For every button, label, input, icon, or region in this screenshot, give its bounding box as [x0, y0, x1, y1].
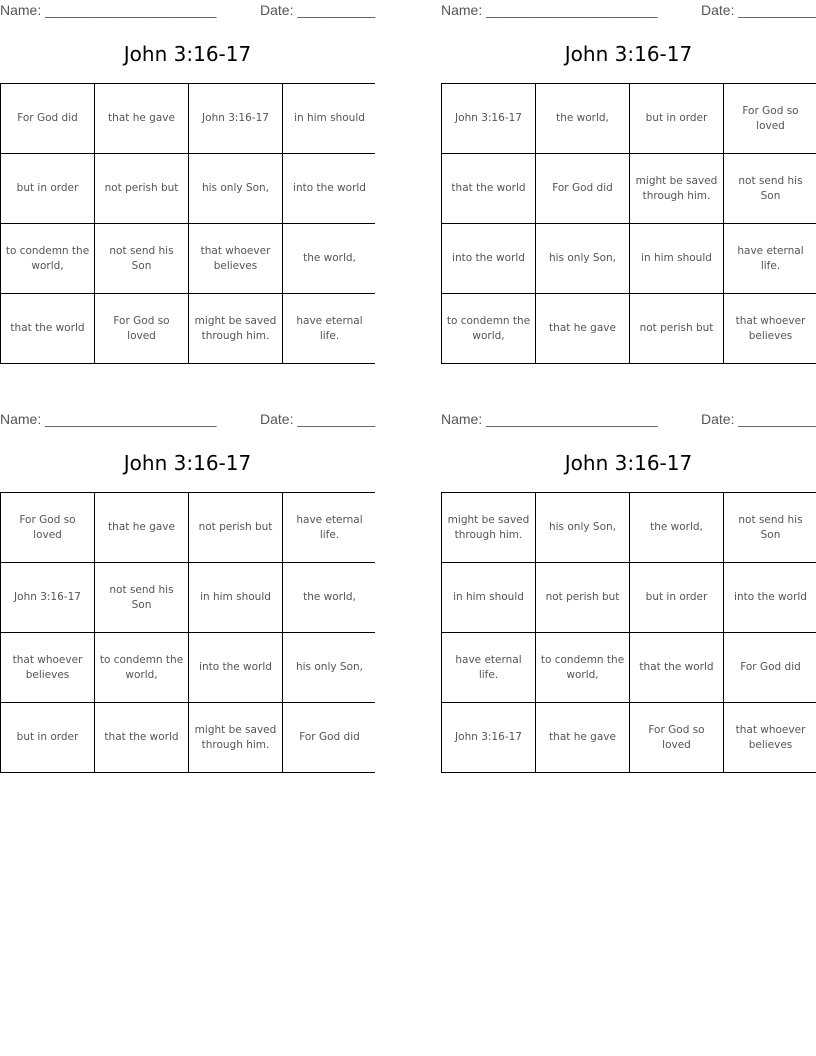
grid-cell: that he gave: [95, 493, 188, 562]
grid-cell: his only Son,: [536, 493, 629, 562]
name-field[interactable]: Name: ______________________: [0, 2, 217, 18]
grid-cell: in him should: [283, 84, 376, 153]
grid-cell: For God did: [283, 703, 376, 772]
name-field[interactable]: Name: ______________________: [441, 411, 658, 427]
grid-cell: that whoever believes: [724, 703, 816, 772]
grid-cell: not send his Son: [724, 493, 816, 562]
grid-cell: For God so loved: [630, 703, 723, 772]
grid-cell: not perish but: [95, 154, 188, 223]
grid-cell: that whoever believes: [724, 294, 816, 363]
worksheet-title: John 3:16-17: [123, 451, 252, 475]
grid-cell: For God did: [536, 154, 629, 223]
grid-cell: not send his Son: [95, 224, 188, 293]
worksheet-card: [0, 409, 375, 779]
grid-cell: his only Son,: [189, 154, 282, 223]
name-field[interactable]: Name: ______________________: [441, 2, 658, 18]
grid-cell: For God so loved: [95, 294, 188, 363]
worksheet-title: John 3:16-17: [564, 42, 693, 66]
grid-cell: but in order: [1, 154, 94, 223]
grid-cell: not perish but: [630, 294, 723, 363]
worksheet-card: [441, 0, 816, 370]
grid-cell: his only Son,: [283, 633, 376, 702]
bingo-grid: [0, 492, 375, 773]
grid-cell: have eternal life.: [283, 294, 376, 363]
grid-cell: For God so loved: [1, 493, 94, 562]
grid-cell: his only Son,: [536, 224, 629, 293]
grid-cell: but in order: [630, 84, 723, 153]
grid-cell: For God so loved: [724, 84, 816, 153]
name-date-line: [0, 2, 375, 20]
grid-cell: the world,: [283, 224, 376, 293]
grid-cell: not perish but: [536, 563, 629, 632]
name-date-line: [441, 411, 816, 429]
grid-cell: that he gave: [536, 294, 629, 363]
grid-cell: into the world: [724, 563, 816, 632]
grid-cell: not send his Son: [724, 154, 816, 223]
bingo-grid: [441, 492, 816, 773]
grid-cell: might be saved through him.: [189, 294, 282, 363]
date-field[interactable]: Date: __________: [701, 411, 816, 427]
grid-cell: John 3:16-17: [1, 563, 94, 632]
worksheet-card: [441, 409, 816, 779]
grid-cell: might be saved through him.: [442, 493, 535, 562]
grid-cell: John 3:16-17: [442, 84, 535, 153]
grid-cell: but in order: [1, 703, 94, 772]
grid-cell: that he gave: [536, 703, 629, 772]
grid-cell: that he gave: [95, 84, 188, 153]
grid-cell: that the world: [630, 633, 723, 702]
worksheet-title: John 3:16-17: [123, 42, 252, 66]
grid-cell: John 3:16-17: [189, 84, 282, 153]
grid-cell: in him should: [189, 563, 282, 632]
grid-cell: to condemn the world,: [95, 633, 188, 702]
grid-cell: to condemn the world,: [442, 294, 535, 363]
grid-cell: might be saved through him.: [189, 703, 282, 772]
grid-cell: the world,: [536, 84, 629, 153]
grid-cell: For God did: [1, 84, 94, 153]
grid-cell: into the world: [283, 154, 376, 223]
grid-cell: to condemn the world,: [1, 224, 94, 293]
name-date-line: [441, 2, 816, 20]
date-field[interactable]: Date: __________: [701, 2, 816, 18]
grid-cell: in him should: [442, 563, 535, 632]
date-field[interactable]: Date: __________: [260, 2, 376, 18]
grid-cell: not perish but: [189, 493, 282, 562]
grid-cell: that whoever believes: [1, 633, 94, 702]
grid-cell: that whoever believes: [189, 224, 282, 293]
bingo-grid: [441, 83, 816, 364]
grid-cell: in him should: [630, 224, 723, 293]
bingo-grid: [0, 83, 375, 364]
grid-cell: might be saved through him.: [630, 154, 723, 223]
worksheet-card: [0, 0, 375, 370]
grid-cell: that the world: [442, 154, 535, 223]
grid-cell: have eternal life.: [283, 493, 376, 562]
worksheet-title: John 3:16-17: [564, 451, 693, 475]
grid-cell: the world,: [630, 493, 723, 562]
grid-cell: John 3:16-17: [442, 703, 535, 772]
grid-cell: have eternal life.: [442, 633, 535, 702]
name-date-line: [0, 411, 375, 429]
grid-cell: the world,: [283, 563, 376, 632]
name-field[interactable]: Name: ______________________: [0, 411, 217, 427]
grid-cell: that the world: [1, 294, 94, 363]
date-field[interactable]: Date: __________: [260, 411, 376, 427]
grid-cell: to condemn the world,: [536, 633, 629, 702]
grid-cell: into the world: [189, 633, 282, 702]
grid-cell: that the world: [95, 703, 188, 772]
grid-cell: into the world: [442, 224, 535, 293]
grid-cell: For God did: [724, 633, 816, 702]
grid-cell: but in order: [630, 563, 723, 632]
grid-cell: not send his Son: [95, 563, 188, 632]
grid-cell: have eternal life.: [724, 224, 816, 293]
